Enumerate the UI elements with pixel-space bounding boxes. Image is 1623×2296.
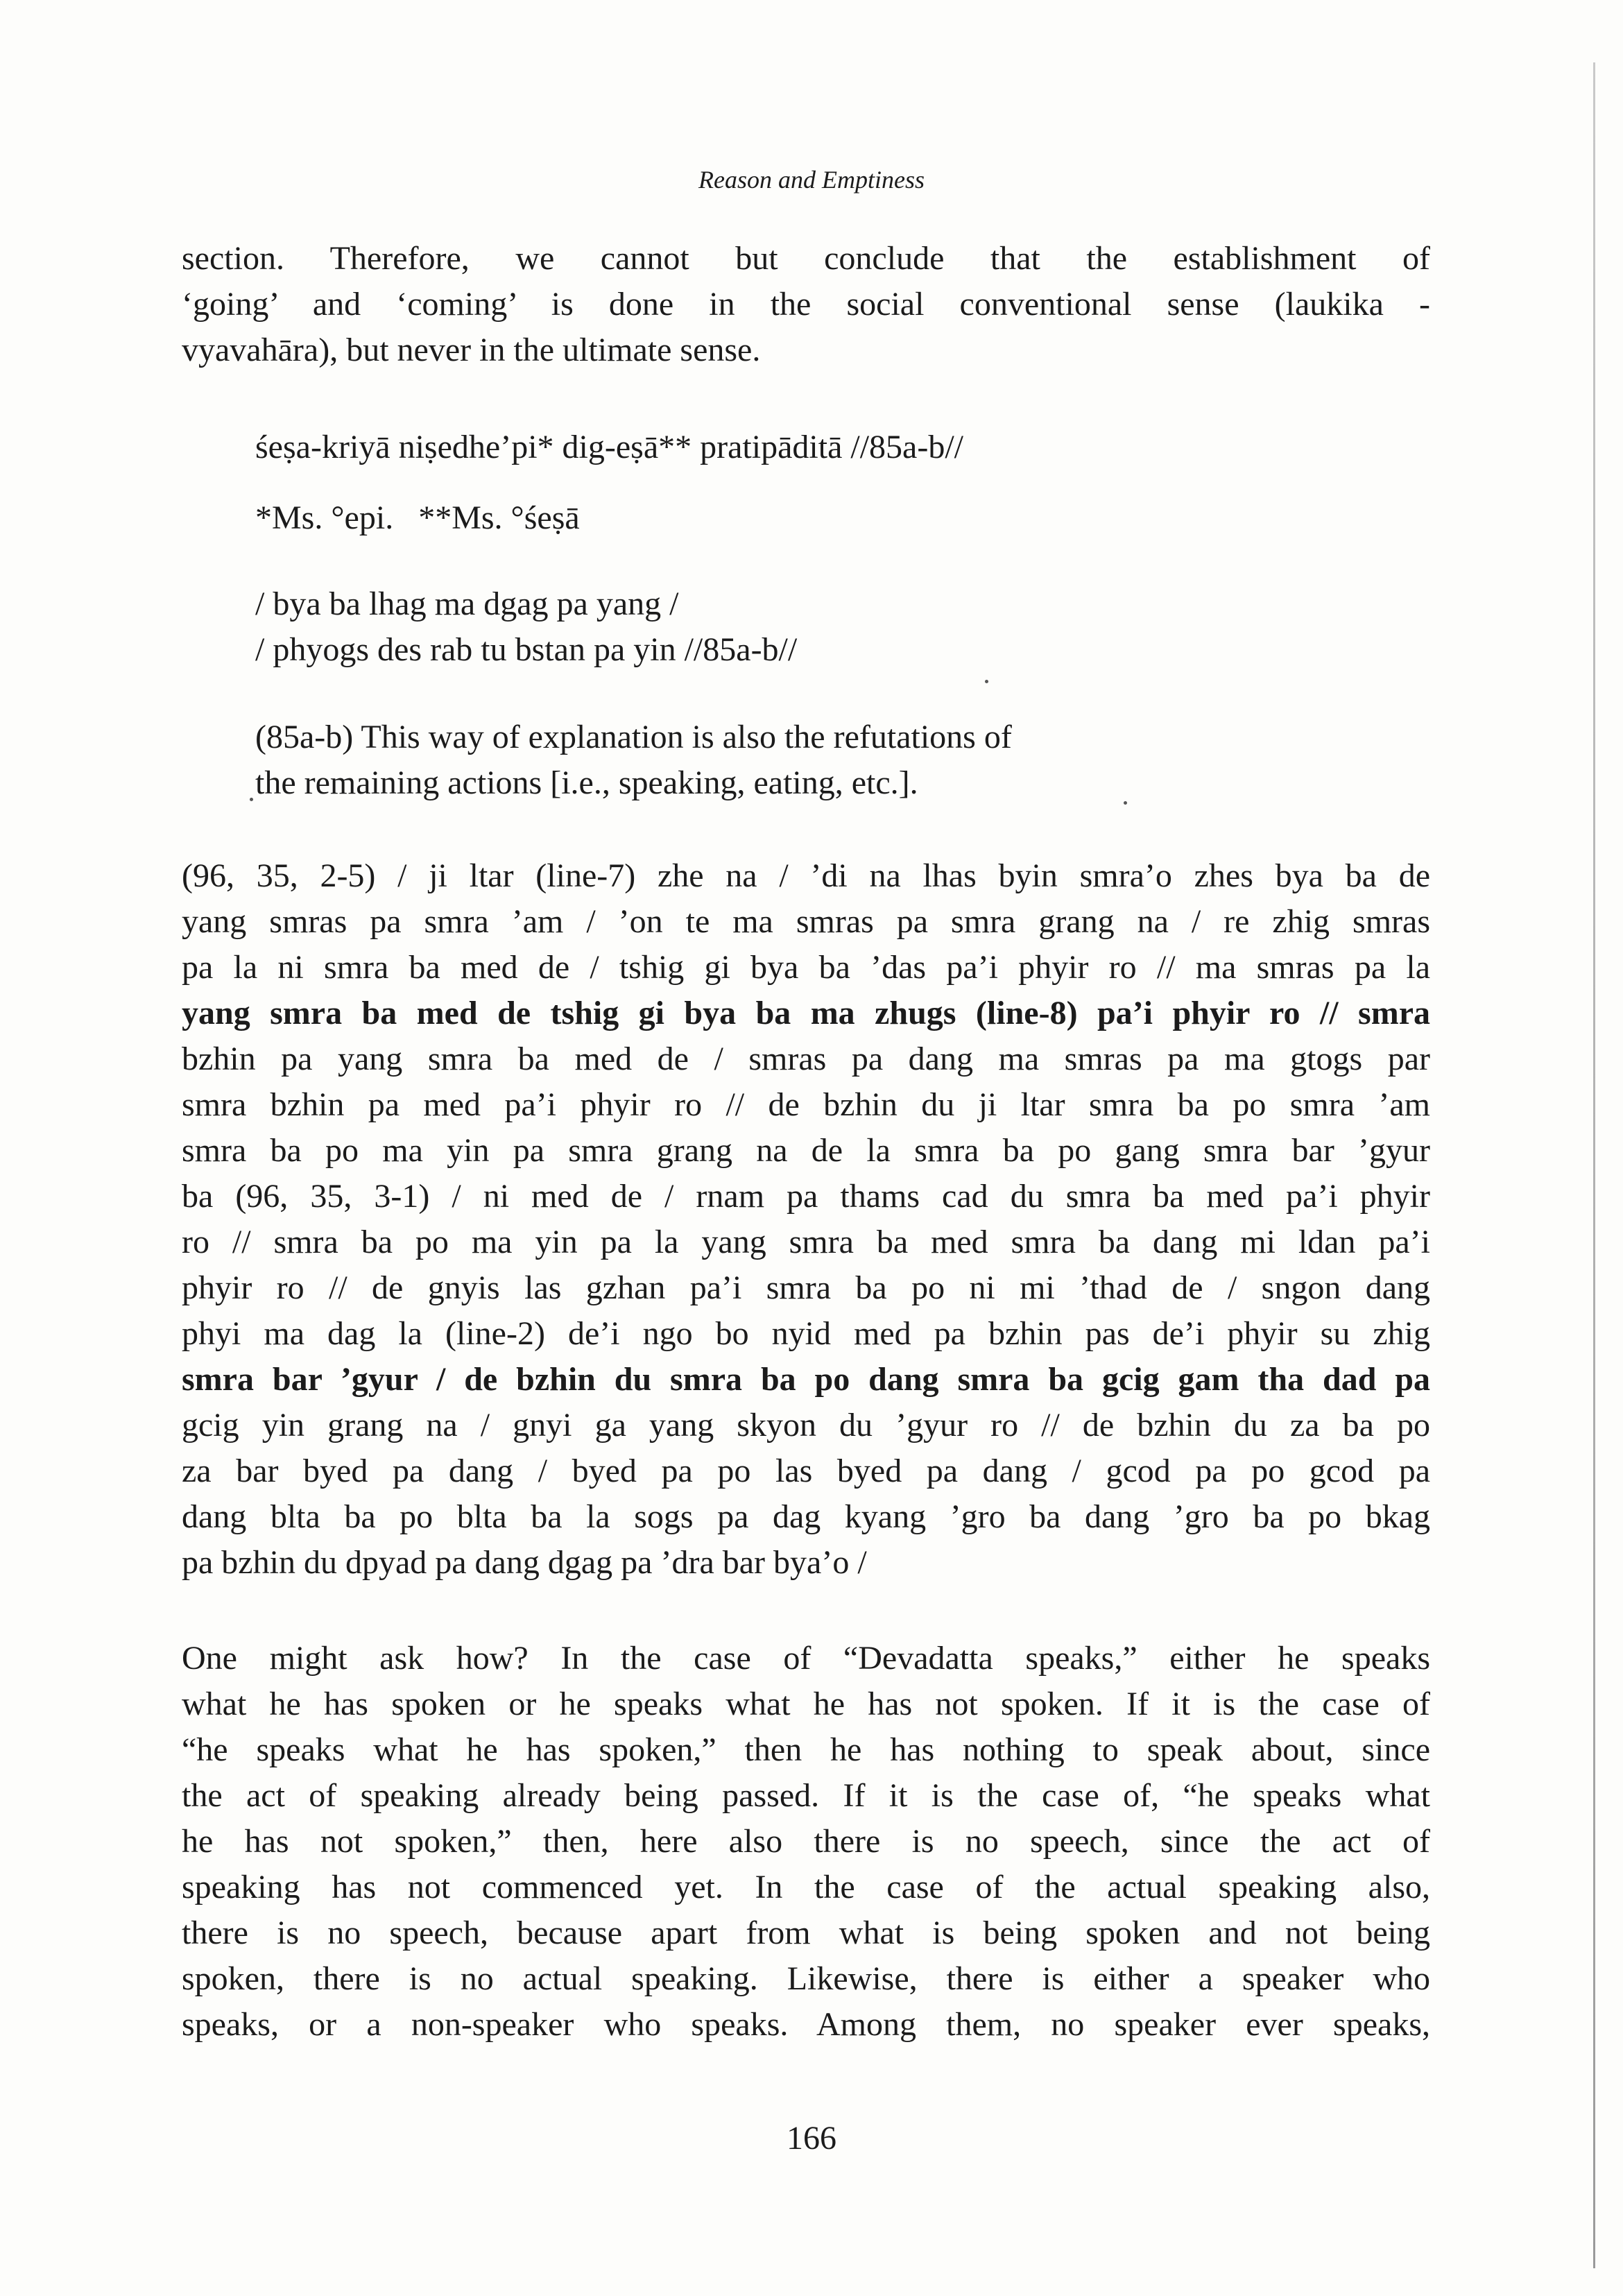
manuscript-note <box>255 495 1296 541</box>
text-line: yang smra ba med de tshig gi bya ba ma zhugs (line-8) pa’i phyir ro // smra <box>182 995 1430 1031</box>
text-line: za bar byed pa dang / byed pa po las byed pa dang / gcod pa po gcod pa <box>182 1453 1430 1489</box>
text-line: (85a-b) This way of explanation is also the refutations of <box>255 719 1012 755</box>
text-line: speaking has not commenced yet. In the case of the actual speaking also, <box>182 1869 1430 1905</box>
intro-paragraph <box>182 236 1430 373</box>
text-line: / bya ba lhag ma dgag pa yang / <box>255 585 679 622</box>
running-header: Reason and Emptiness <box>698 166 925 194</box>
text-line: pa bzhin du dpyad pa dang dgag pa ’dra bar bya’o / <box>182 1544 867 1581</box>
text-line: he has not spoken,” then, here also there is no speech, since the act of <box>182 1823 1430 1860</box>
text-line: ‘going’ and ‘coming’ is done in the social conventional sense (laukika - <box>182 286 1430 323</box>
text-line: bzhin pa yang smra ba med de / smras pa dang ma smras pa ma gtogs par <box>182 1040 1430 1077</box>
scan-edge-shadow <box>1593 62 1595 2268</box>
text-line: there is no speech, because apart from what is being spoken and not being <box>182 1914 1430 1951</box>
tibetan-verse <box>255 581 1296 673</box>
text-line: ro // smra ba po ma yin pa la yang smra ba med smra ba dang mi ldan pa’i <box>182 1224 1430 1260</box>
text-line: gcig yin grang na / gnyi ga yang skyon du ’gyur ro // de bzhin du za ba po <box>182 1407 1430 1443</box>
text-line: smra ba po ma yin pa smra grang na de la smra ba po gang smra bar ’gyur <box>182 1132 1430 1169</box>
page-number: 166 <box>787 2120 836 2157</box>
text-line: One might ask how? In the case of “Devadatta speaks,” either he speaks <box>182 1640 1430 1677</box>
english-translation <box>182 1636 1430 2048</box>
text-line: yang smras pa smra ’am / ’on te ma smras pa smra grang na / re zhig smras <box>182 903 1430 940</box>
text-line: vyavahāra), but never in the ultimate sense. <box>182 332 761 368</box>
text-line: (96, 35, 2-5) / ji ltar (line-7) zhe na / ’di na lhas byin smra’o zhes bya ba de <box>182 857 1430 894</box>
text-line: speaks, or a non-speaker who speaks. Among them, no speaker ever speaks, <box>182 2006 1430 2043</box>
text-line: spoken, there is no actual speaking. Likewise, there is either a speaker who <box>182 1960 1430 1997</box>
text-line: *Ms. °epi. **Ms. °śeṣā <box>255 499 580 536</box>
text-line: smra bzhin pa med pa’i phyir ro // de bzhin du ji ltar smra ba po smra ’am <box>182 1086 1430 1123</box>
scan-speck <box>985 680 988 683</box>
verse-translation <box>255 714 1296 806</box>
text-line: what he has spoken or he speaks what he has not spoken. If it is the case of <box>182 1686 1430 1722</box>
text-line: section. Therefore, we cannot but conclude that the establishment of <box>182 240 1430 277</box>
text-line: smra bar ’gyur / de bzhin du smra ba po dang smra ba gcig gam tha dad pa <box>182 1361 1430 1398</box>
text-line: the act of speaking already being passed. If it is the case of, “he speaks what <box>182 1777 1430 1814</box>
text-line: the remaining actions [i.e., speaking, eating, etc.]. <box>255 764 918 801</box>
sanskrit-verse <box>255 425 1296 470</box>
tibetan-commentary <box>182 853 1430 1586</box>
text-line: śeṣa-kriyā niṣedhe’pi* dig-eṣā** pratipāditā //85a-b// <box>255 429 964 465</box>
text-line: “he speaks what he has spoken,” then he has nothing to speak about, since <box>182 1731 1430 1768</box>
text-line: phyir ro // de gnyis las gzhan pa’i smra ba po ni mi ’thad de / sngon dang <box>182 1269 1430 1306</box>
text-line: phyi ma dag la (line-2) de’i ngo bo nyid med pa bzhin pas de’i phyir su zhig <box>182 1315 1430 1352</box>
text-line: / phyogs des rab tu bstan pa yin //85a-b// <box>255 631 798 668</box>
text-line: pa la ni smra ba med de / tshig gi bya ba ’das pa’i phyir ro // ma smras pa la <box>182 949 1430 986</box>
scan-speck <box>250 798 253 801</box>
text-line: dang blta ba po blta ba la sogs pa dag kyang ’gro ba dang ’gro ba po bkag <box>182 1498 1430 1535</box>
text-line: ba (96, 35, 3-1) / ni med de / rnam pa thams cad du smra ba med pa’i phyir <box>182 1178 1430 1215</box>
